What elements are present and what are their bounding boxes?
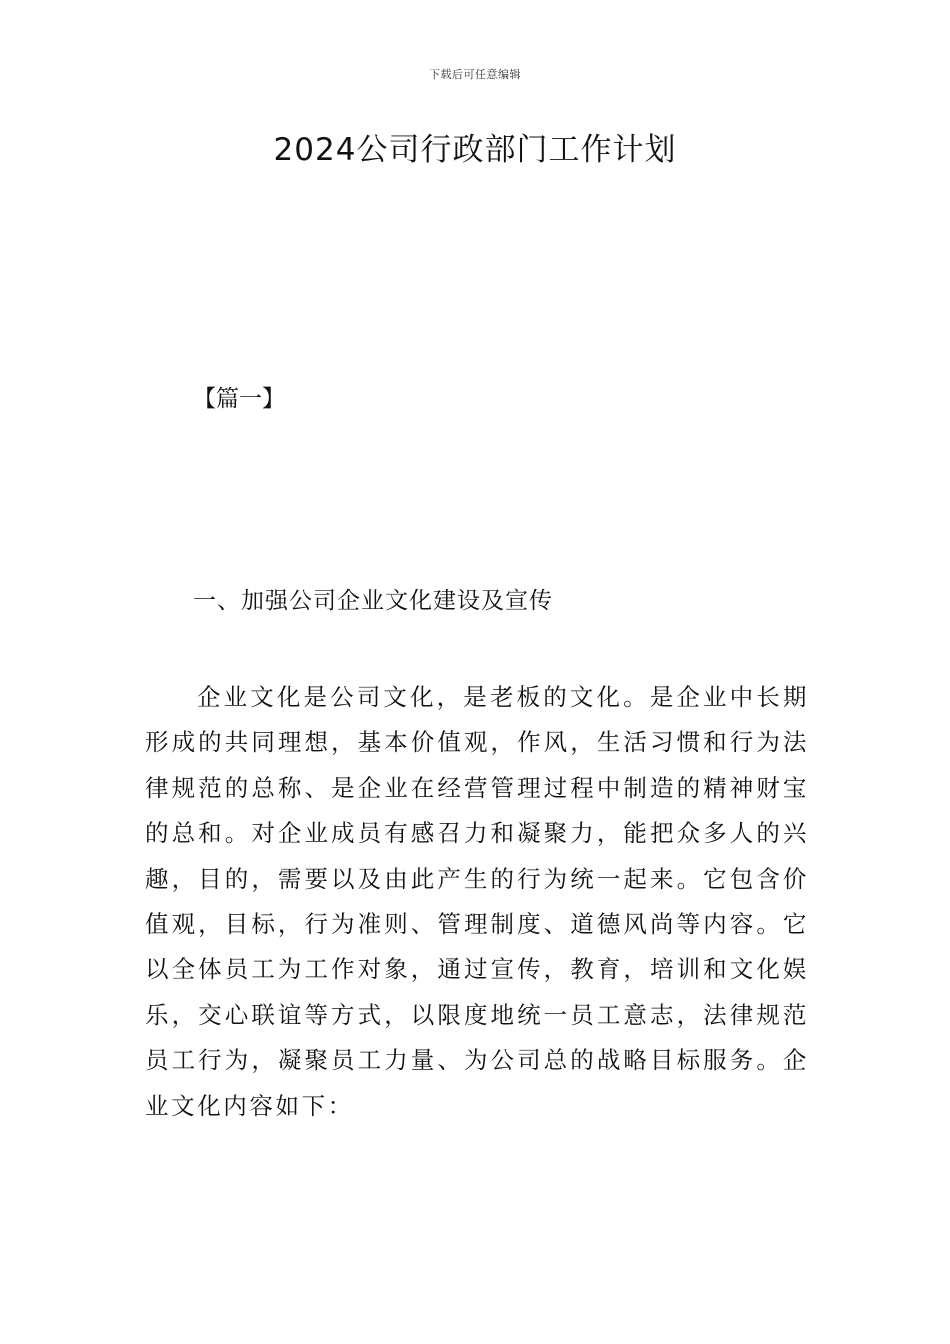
section-heading: 一、加强公司企业文化建设及宣传: [193, 588, 553, 614]
section-tag: 【篇一】: [193, 386, 285, 412]
header-note: 下载后可任意编辑: [429, 68, 521, 81]
document-title: 2024公司行政部门工作计划: [273, 132, 677, 168]
body-paragraph: 企业文化是公司文化，是老板的文化。是企业中长期形成的共同理想，基本价值观，作风，生活习惯和行为法律规范的总称、是企业在经营管理过程中制造的精神财宝的总和。对企业成员有感召力和凝聚力，能把众多人的兴趣，目的，需要以及由此产生的行为统一起来。它包含价值观，目标，行为准则、管理制度、道德风尚等内容。它以全体员工为工作对象，通过宣传，教育，培训和文化娱乐，交心联谊等方式，以限度地统一员工意志，法律规范员工行为，凝聚员工力量、为公司总的战略目标服务。企业文化内容如下：: [145, 683, 809, 1120]
